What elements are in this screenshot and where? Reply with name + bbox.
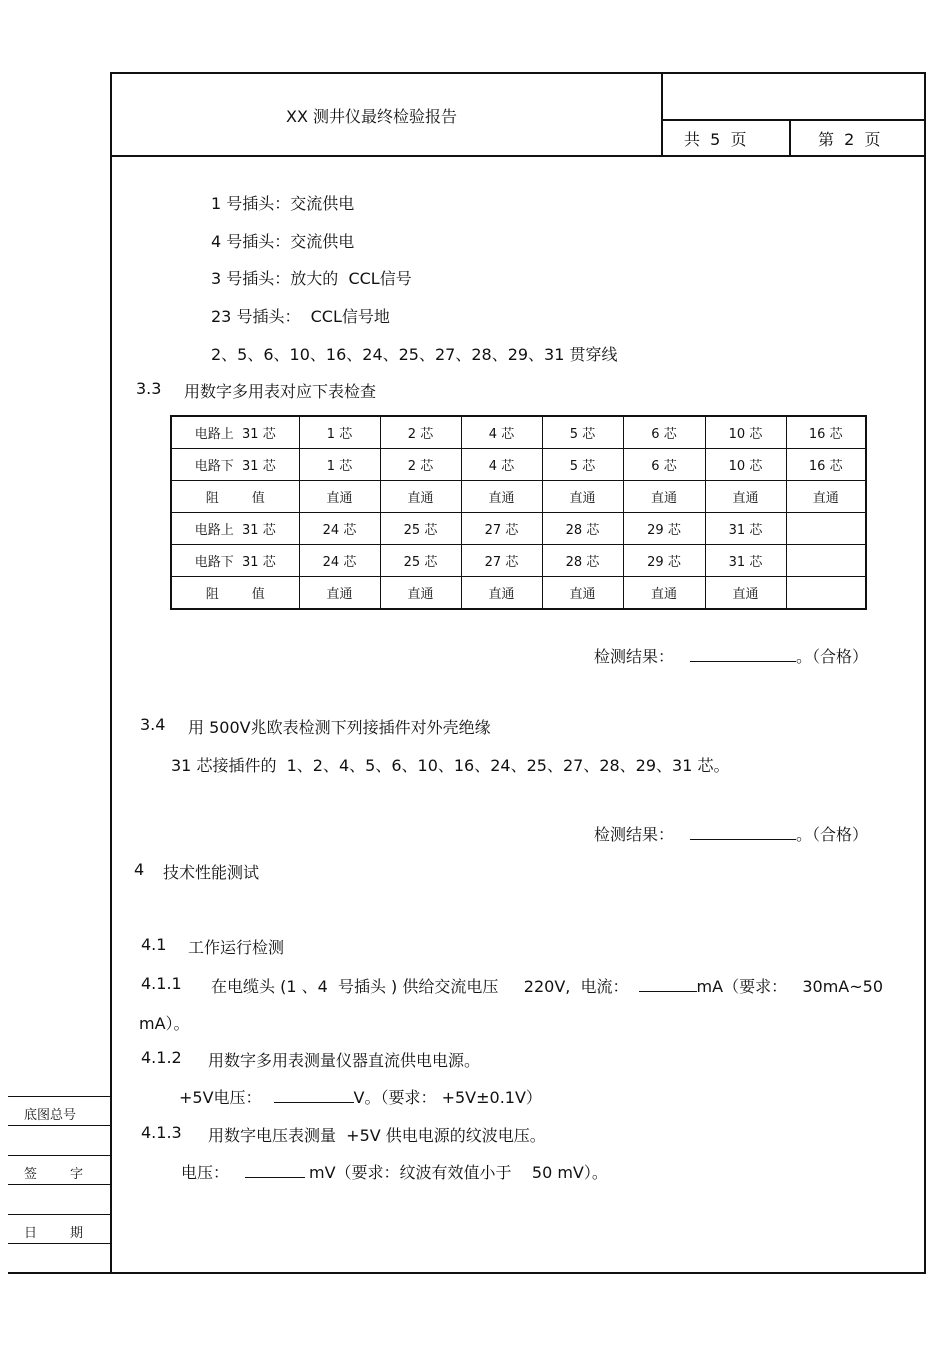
table-cell: 28 芯 [542,513,623,545]
table-cell: 直通 [299,481,380,513]
result-1-blank[interactable] [690,645,796,662]
section-3-4-number: 3.4 [140,715,166,734]
table-cell: 直通 [623,577,705,610]
result-2-suffix: 。（合格） [796,825,869,844]
section-4-1-1-line [211,974,883,997]
table-cell: 直通 [299,577,380,610]
table-cell: 5 芯 [542,449,623,481]
section-4-1-1-text-c: mA）。 [139,1014,190,1033]
plug-line-4: 23 号插头： CCL信号地 [211,307,390,326]
side-line-4 [8,1184,111,1185]
section-3-3-number: 3.3 [136,379,162,398]
plug-line-3: 3 号插头：放大的 CCL信号 [211,269,412,288]
ripple-requirement: mV（要求：纹波有效值小于 50 mV）。 [309,1163,608,1182]
table-cell [786,545,866,577]
table-row [171,481,866,513]
header-bottom [111,155,926,157]
ripple-blank[interactable] [245,1161,305,1178]
section-4-title: 技术性能测试 [163,863,260,882]
side-line-5 [8,1214,111,1215]
table-cell: 6 芯 [623,449,705,481]
continuity-table [170,415,867,610]
section-4-1-3-number: 4.1.3 [141,1123,182,1142]
section-3-3-title: 用数字多用表对应下表检查 [184,382,377,401]
result-1 [594,644,868,667]
side-line-3 [8,1155,111,1156]
table-cell: 直通 [705,481,786,513]
table-cell: 6 芯 [623,416,705,449]
section-4-1-number: 4.1 [141,935,167,954]
table-cell: 4 芯 [461,416,542,449]
table-cell: 直通 [380,481,461,513]
section-3-4-title: 用 500V兆欧表检测下列接插件对外壳绝缘 [188,718,491,737]
table-cell [786,577,866,610]
table-cell: 直通 [786,481,866,513]
voltage-blank[interactable] [274,1086,354,1103]
table-cell: 直通 [461,481,542,513]
section-4-1-1-number: 4.1.1 [141,974,182,993]
table-cell: 29 芯 [623,545,705,577]
page-title: XX 测井仪最终检验报告 [286,107,458,126]
table-cell: 24 芯 [299,513,380,545]
frame-right [924,72,926,1274]
table-row [171,577,866,610]
table-cell: 27 芯 [461,513,542,545]
frame-left [110,72,112,1274]
table-cell: 16 芯 [786,449,866,481]
table-cell: 31 芯 [705,513,786,545]
table-row [171,449,866,481]
result-1-label: 检测结果： [594,647,675,666]
table-cell: 阻 值 [171,481,299,513]
table-cell: 28 芯 [542,545,623,577]
frame-bottom [8,1272,926,1274]
table-cell: 5 芯 [542,416,623,449]
header-right-vline [789,120,791,156]
table-row [171,416,866,449]
date-label: 日 期 [24,1226,84,1241]
result-2-label: 检测结果： [594,825,675,844]
signature-label: 签 字 [24,1167,84,1182]
section-4-1-1-text-a: 在电缆头 (1 、4 号插头 ) 供给交流电压 220V, 电流： [211,977,629,996]
table-cell: 直通 [542,577,623,610]
table-cell: 直通 [380,577,461,610]
table-cell: 29 芯 [623,513,705,545]
side-line-1 [8,1096,111,1097]
table-row [171,513,866,545]
section-4-number: 4 [134,860,145,879]
table-cell: 电路下 31 芯 [171,545,299,577]
table-cell: 直通 [542,481,623,513]
plug-line-1: 1 号插头：交流供电 [211,194,355,213]
section-4-1-title: 工作运行检测 [188,938,285,957]
table-cell: 2 芯 [380,416,461,449]
voltage-line [179,1085,542,1108]
table-row [171,545,866,577]
table-cell: 电路上 31 芯 [171,416,299,449]
section-4-1-3-title: 用数字电压表测量 +5V 供电电源的纹波电压。 [208,1126,546,1145]
table-cell: 直通 [705,577,786,610]
voltage-requirement: V。（要求： +5V±0.1V） [353,1088,542,1107]
plug-line-5: 2、5、6、10、16、24、25、27、28、29、31 贯穿线 [211,345,618,364]
side-line-6 [8,1243,111,1244]
side-line-2 [8,1125,111,1126]
section-4-1-2-title: 用数字多用表测量仪器直流供电电源。 [208,1051,481,1070]
table-cell: 阻 值 [171,577,299,610]
section-3-4-detail: 31 芯接插件的 1、2、4、5、6、10、16、24、25、27、28、29、31 芯。 [171,756,730,775]
header-right-hline [662,119,925,121]
table-cell: 4 芯 [461,449,542,481]
table-cell: 16 芯 [786,416,866,449]
table-cell: 直通 [461,577,542,610]
table-cell: 2 芯 [380,449,461,481]
table-cell [786,513,866,545]
ripple-label: 电压： [181,1163,230,1182]
current-blank[interactable] [639,975,697,992]
page-number: 第 2 页 [818,130,881,149]
result-1-suffix: 。（合格） [796,647,869,666]
table-cell: 1 芯 [299,416,380,449]
frame-top [111,72,926,74]
voltage-label: +5V电压： [179,1088,262,1107]
table-cell: 电路下 31 芯 [171,449,299,481]
table-cell: 电路上 31 芯 [171,513,299,545]
table-cell: 27 芯 [461,545,542,577]
table-cell: 1 芯 [299,449,380,481]
table-cell: 31 芯 [705,545,786,577]
header-divider [661,72,663,156]
result-2 [594,822,868,845]
section-4-1-1-text-b: mA（要求： 30mA~50 [696,977,883,996]
table-cell: 25 芯 [380,545,461,577]
total-pages: 共 5 页 [684,130,747,149]
result-2-blank[interactable] [690,823,796,840]
ripple-line [181,1160,608,1183]
table-cell: 25 芯 [380,513,461,545]
section-4-1-2-number: 4.1.2 [141,1048,182,1067]
table-cell: 10 芯 [705,449,786,481]
drawing-number-label: 底图总号 [24,1108,77,1123]
table-cell: 直通 [623,481,705,513]
plug-line-2: 4 号插头：交流供电 [211,232,355,251]
table-cell: 24 芯 [299,545,380,577]
table-cell: 10 芯 [705,416,786,449]
